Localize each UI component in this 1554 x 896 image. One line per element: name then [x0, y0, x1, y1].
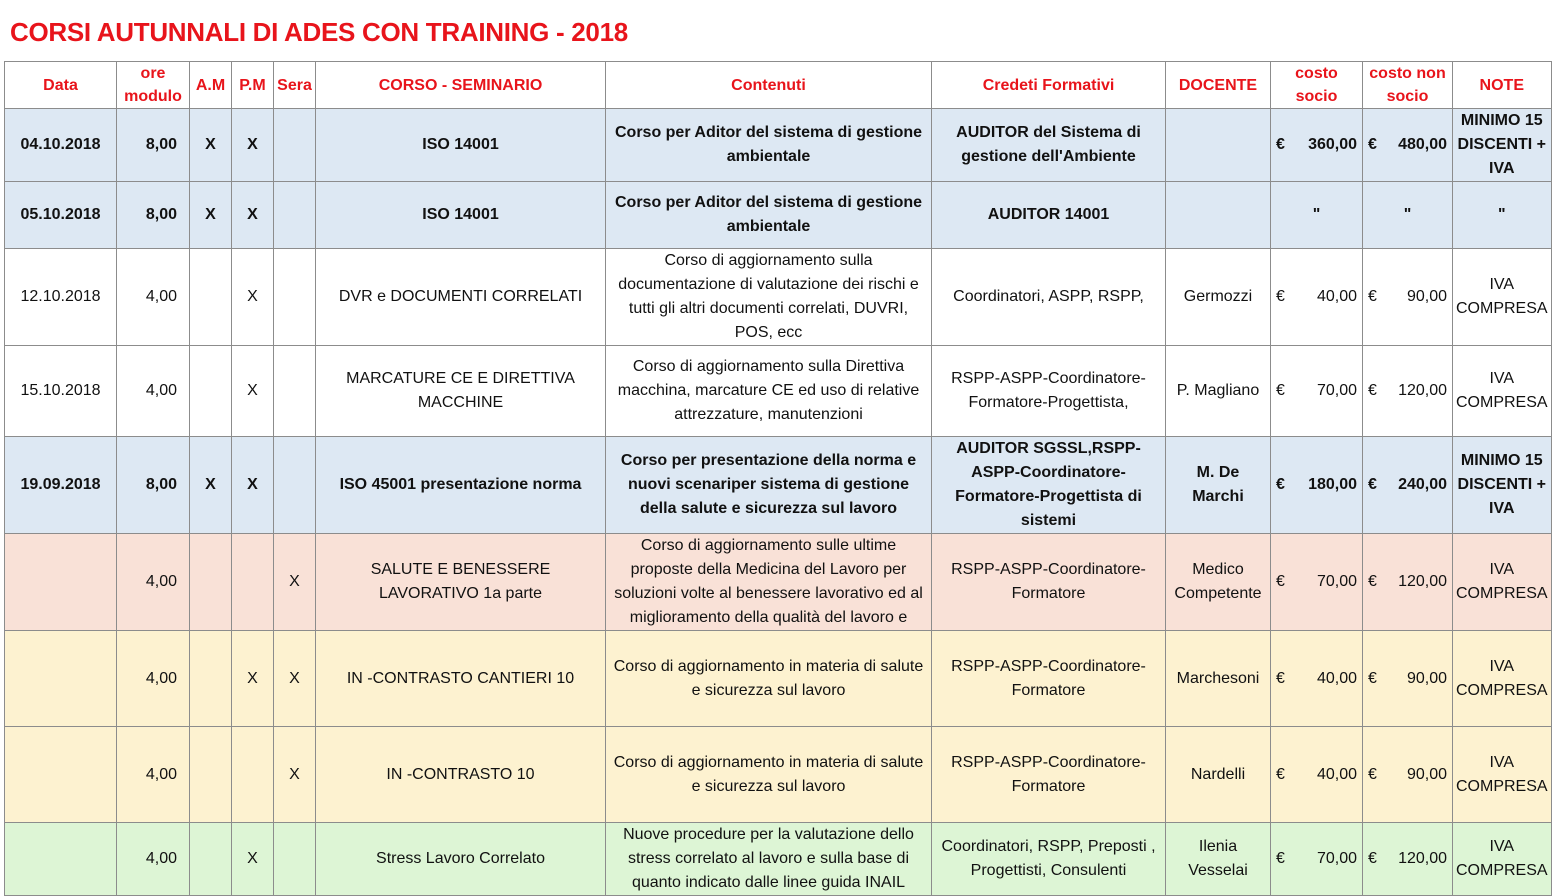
- cell-pm[interactable]: [232, 727, 274, 823]
- cell-costo-socio[interactable]: ": [1271, 182, 1363, 249]
- currency-symbol: €: [1276, 136, 1285, 153]
- cell-costo-socio[interactable]: [1271, 109, 1363, 182]
- header-note[interactable]: NOTE: [1453, 62, 1552, 109]
- cell-docente[interactable]: [1166, 182, 1271, 249]
- price-amount: 40,00: [1316, 669, 1357, 687]
- cell-corso[interactable]: MARCATURE CE E DIRETTIVA MACCHINE: [316, 346, 606, 437]
- price-amount: 120,00: [1398, 382, 1447, 399]
- cell-costo-socio[interactable]: [1271, 823, 1363, 896]
- cell-pm[interactable]: X: [232, 109, 274, 182]
- currency-symbol: €: [1276, 765, 1285, 783]
- cell-docente[interactable]: Nardelli: [1166, 727, 1271, 823]
- price-amount: 180,00: [1308, 476, 1357, 493]
- cell-corso[interactable]: ISO 45001 presentazione norma: [316, 437, 606, 534]
- cell-crediti[interactable]: RSPP-ASPP-Coordinatore-Formatore: [932, 534, 1166, 631]
- price-amount: 40,00: [1316, 765, 1357, 783]
- cell-note[interactable]: IVA COMPRESA: [1453, 727, 1552, 823]
- price-amount: 70,00: [1316, 850, 1357, 867]
- cell-data[interactable]: 19.09.2018: [5, 437, 117, 534]
- currency-symbol: €: [1276, 382, 1285, 399]
- cell-contenuti[interactable]: Corso di aggiornamento in materia di salute e sicurezza sul lavoro: [606, 631, 932, 727]
- header-docente[interactable]: DOCENTE: [1166, 62, 1271, 109]
- table-row: [5, 109, 1552, 182]
- cell-costo-non-socio[interactable]: [1363, 437, 1453, 534]
- cell-am[interactable]: [190, 249, 232, 346]
- cell-crediti[interactable]: RSPP-ASPP-Coordinatore-Formatore: [932, 727, 1166, 823]
- cell-note[interactable]: IVA COMPRESA: [1453, 823, 1552, 896]
- cell-ore[interactable]: 4,00: [117, 823, 190, 896]
- cell-costo-socio[interactable]: [1271, 249, 1363, 346]
- price-amount: 70,00: [1316, 573, 1357, 590]
- cell-data[interactable]: [5, 823, 117, 896]
- cell-costo-non-socio[interactable]: ": [1363, 182, 1453, 249]
- cell-costo-socio[interactable]: [1271, 437, 1363, 534]
- cell-costo-socio[interactable]: [1271, 534, 1363, 631]
- cell-contenuti[interactable]: Corso per presentazione della norma e nuovi scenariper sistema di gestione della salute e sicurezza sul lavoro: [606, 437, 932, 534]
- cell-pm[interactable]: X: [232, 249, 274, 346]
- price-amount: 90,00: [1406, 765, 1447, 783]
- cell-ore[interactable]: 8,00: [117, 182, 190, 249]
- header-ore-modulo[interactable]: ore modulo: [117, 62, 190, 109]
- cell-ore[interactable]: 4,00: [117, 249, 190, 346]
- cell-contenuti[interactable]: Corso di aggiornamento sulla Direttiva macchina, marcature CE ed uso di relative attrezzature, manutenzioni: [606, 346, 932, 437]
- cell-crediti[interactable]: AUDITOR del Sistema di gestione dell'Ambiente: [932, 109, 1166, 182]
- cell-docente[interactable]: Germozzi: [1166, 249, 1271, 346]
- table-row: [5, 534, 1552, 631]
- cell-corso[interactable]: Stress Lavoro Correlato: [316, 823, 606, 896]
- header-corso[interactable]: CORSO - SEMINARIO: [316, 62, 606, 109]
- cell-contenuti[interactable]: Corso di aggiornamento in materia di salute e sicurezza sul lavoro: [606, 727, 932, 823]
- cell-note[interactable]: MINIMO 15 DISCENTI + IVA: [1453, 437, 1552, 534]
- cell-am[interactable]: [190, 631, 232, 727]
- cell-data[interactable]: 12.10.2018: [5, 249, 117, 346]
- cell-sera[interactable]: [274, 182, 316, 249]
- cell-crediti[interactable]: AUDITOR 14001: [932, 182, 1166, 249]
- header-row: [5, 62, 1552, 109]
- cell-docente[interactable]: Ilenia Vesselai: [1166, 823, 1271, 896]
- cell-am[interactable]: [190, 534, 232, 631]
- cell-note[interactable]: IVA COMPRESA: [1453, 534, 1552, 631]
- cell-ore[interactable]: 4,00: [117, 534, 190, 631]
- cell-am[interactable]: [190, 346, 232, 437]
- cell-costo-non-socio[interactable]: [1363, 534, 1453, 631]
- cell-pm[interactable]: X: [232, 437, 274, 534]
- price-amount: 120,00: [1398, 850, 1447, 867]
- cell-costo-non-socio[interactable]: [1363, 631, 1453, 727]
- header-costo-socio[interactable]: costo socio: [1271, 62, 1363, 109]
- cell-am[interactable]: X: [190, 437, 232, 534]
- courses-table: [4, 61, 1552, 896]
- cell-sera[interactable]: X: [274, 727, 316, 823]
- cell-costo-socio[interactable]: [1271, 727, 1363, 823]
- table-row: [5, 727, 1552, 823]
- header-am[interactable]: A.M: [190, 62, 232, 109]
- currency-symbol: €: [1276, 476, 1285, 493]
- table-row: [5, 437, 1552, 534]
- cell-costo-non-socio[interactable]: [1363, 727, 1453, 823]
- header-pm[interactable]: P.M: [232, 62, 274, 109]
- cell-sera[interactable]: [274, 823, 316, 896]
- header-costo-non-socio[interactable]: costo non socio: [1363, 62, 1453, 109]
- currency-symbol: €: [1276, 669, 1285, 687]
- currency-symbol: €: [1276, 288, 1285, 305]
- currency-symbol: €: [1368, 288, 1377, 305]
- cell-ore[interactable]: 8,00: [117, 109, 190, 182]
- cell-ore[interactable]: 4,00: [117, 727, 190, 823]
- cell-costo-non-socio[interactable]: [1363, 823, 1453, 896]
- cell-corso[interactable]: DVR e DOCUMENTI CORRELATI: [316, 249, 606, 346]
- cell-sera[interactable]: [274, 109, 316, 182]
- cell-docente[interactable]: [1166, 109, 1271, 182]
- cell-sera[interactable]: [274, 346, 316, 437]
- cell-crediti[interactable]: Coordinatori, ASPP, RSPP,: [932, 249, 1166, 346]
- cell-data[interactable]: [5, 534, 117, 631]
- cell-docente[interactable]: Medico Competente: [1166, 534, 1271, 631]
- currency-symbol: €: [1276, 850, 1285, 867]
- cell-note[interactable]: IVA COMPRESA: [1453, 346, 1552, 437]
- header-sera[interactable]: Sera: [274, 62, 316, 109]
- price-amount: 40,00: [1316, 288, 1357, 305]
- cell-ore[interactable]: 4,00: [117, 346, 190, 437]
- table-row: [5, 346, 1552, 437]
- cell-costo-non-socio[interactable]: [1363, 109, 1453, 182]
- cell-contenuti[interactable]: Corso di aggiornamento sulle ultime proposte della Medicina del Lavoro per soluzioni volte al benessere lavorativo ed al miglioramento della qualità del lavoro e: [606, 534, 932, 631]
- cell-data[interactable]: [5, 631, 117, 727]
- cell-corso[interactable]: IN -CONTRASTO CANTIERI 10: [316, 631, 606, 727]
- cell-crediti[interactable]: AUDITOR SGSSL,RSPP-ASPP-Coordinatore-Formatore-Progettista di sistemi: [932, 437, 1166, 534]
- currency-symbol: €: [1368, 850, 1377, 867]
- cell-costo-socio[interactable]: [1271, 346, 1363, 437]
- cell-sera[interactable]: X: [274, 534, 316, 631]
- price-amount: 240,00: [1398, 476, 1447, 493]
- cell-note[interactable]: IVA COMPRESA: [1453, 631, 1552, 727]
- currency-symbol: €: [1368, 669, 1377, 687]
- price-amount: 480,00: [1398, 136, 1447, 153]
- header-contenuti[interactable]: Contenuti: [606, 62, 932, 109]
- cell-data[interactable]: 05.10.2018: [5, 182, 117, 249]
- cell-docente[interactable]: Marchesoni: [1166, 631, 1271, 727]
- cell-docente[interactable]: P. Magliano: [1166, 346, 1271, 437]
- header-data[interactable]: Data: [5, 62, 117, 109]
- table-row: [5, 249, 1552, 346]
- cell-note[interactable]: MINIMO 15 DISCENTI + IVA: [1453, 109, 1552, 182]
- cell-contenuti[interactable]: Nuove procedure per la valutazione dello stress correlato al lavoro e sulla base di quanto indicato dalle linee guida INAIL: [606, 823, 932, 896]
- price-amount: 360,00: [1308, 136, 1357, 153]
- cell-corso[interactable]: ISO 14001: [316, 182, 606, 249]
- cell-crediti[interactable]: Coordinatori, RSPP, Preposti , Progettisti, Consulenti: [932, 823, 1166, 896]
- currency-symbol: €: [1368, 476, 1377, 493]
- cell-sera[interactable]: [274, 437, 316, 534]
- cell-am[interactable]: X: [190, 182, 232, 249]
- table-row: [5, 823, 1552, 896]
- cell-pm[interactable]: [232, 534, 274, 631]
- currency-symbol: €: [1276, 573, 1285, 590]
- cell-pm[interactable]: X: [232, 823, 274, 896]
- cell-note[interactable]: ": [1453, 182, 1552, 249]
- cell-corso[interactable]: ISO 14001: [316, 109, 606, 182]
- currency-symbol: €: [1368, 765, 1377, 783]
- cell-data[interactable]: 15.10.2018: [5, 346, 117, 437]
- currency-symbol: €: [1368, 573, 1377, 590]
- currency-symbol: €: [1368, 382, 1377, 399]
- cell-corso[interactable]: IN -CONTRASTO 10: [316, 727, 606, 823]
- cell-am[interactable]: [190, 727, 232, 823]
- cell-docente[interactable]: M. De Marchi: [1166, 437, 1271, 534]
- price-amount: 90,00: [1406, 288, 1447, 305]
- cell-pm[interactable]: X: [232, 631, 274, 727]
- cell-crediti[interactable]: RSPP-ASPP-Coordinatore-Formatore: [932, 631, 1166, 727]
- cell-ore[interactable]: 8,00: [117, 437, 190, 534]
- currency-symbol: €: [1368, 136, 1377, 153]
- cell-corso[interactable]: SALUTE E BENESSERE LAVORATIVO 1a parte: [316, 534, 606, 631]
- cell-contenuti[interactable]: Corso per Aditor del sistema di gestione ambientale: [606, 182, 932, 249]
- cell-data[interactable]: 04.10.2018: [5, 109, 117, 182]
- price-amount: 90,00: [1406, 669, 1447, 687]
- cell-am[interactable]: X: [190, 109, 232, 182]
- cell-data[interactable]: [5, 727, 117, 823]
- cell-costo-non-socio[interactable]: [1363, 346, 1453, 437]
- cell-crediti[interactable]: RSPP-ASPP-Coordinatore-Formatore-Progettista,: [932, 346, 1166, 437]
- cell-ore[interactable]: 4,00: [117, 631, 190, 727]
- table-row: [5, 182, 1552, 249]
- cell-am[interactable]: [190, 823, 232, 896]
- table-row: [5, 631, 1552, 727]
- sheet-title: CORSI AUTUNNALI DI ADES CON TRAINING - 2018: [10, 17, 628, 47]
- cell-note[interactable]: IVA COMPRESA: [1453, 249, 1552, 346]
- cell-sera[interactable]: [274, 249, 316, 346]
- header-crediti[interactable]: Credeti Formativi: [932, 62, 1166, 109]
- cell-contenuti[interactable]: Corso di aggiornamento sulla documentazione di valutazione dei rischi e tutti gli altri documenti correlati, DUVRI, POS, ecc: [606, 249, 932, 346]
- cell-costo-non-socio[interactable]: [1363, 249, 1453, 346]
- cell-contenuti[interactable]: Corso per Aditor del sistema di gestione ambientale: [606, 109, 932, 182]
- price-amount: 70,00: [1316, 382, 1357, 399]
- cell-sera[interactable]: X: [274, 631, 316, 727]
- price-amount: 120,00: [1398, 573, 1447, 590]
- cell-pm[interactable]: X: [232, 346, 274, 437]
- cell-pm[interactable]: X: [232, 182, 274, 249]
- cell-costo-socio[interactable]: [1271, 631, 1363, 727]
